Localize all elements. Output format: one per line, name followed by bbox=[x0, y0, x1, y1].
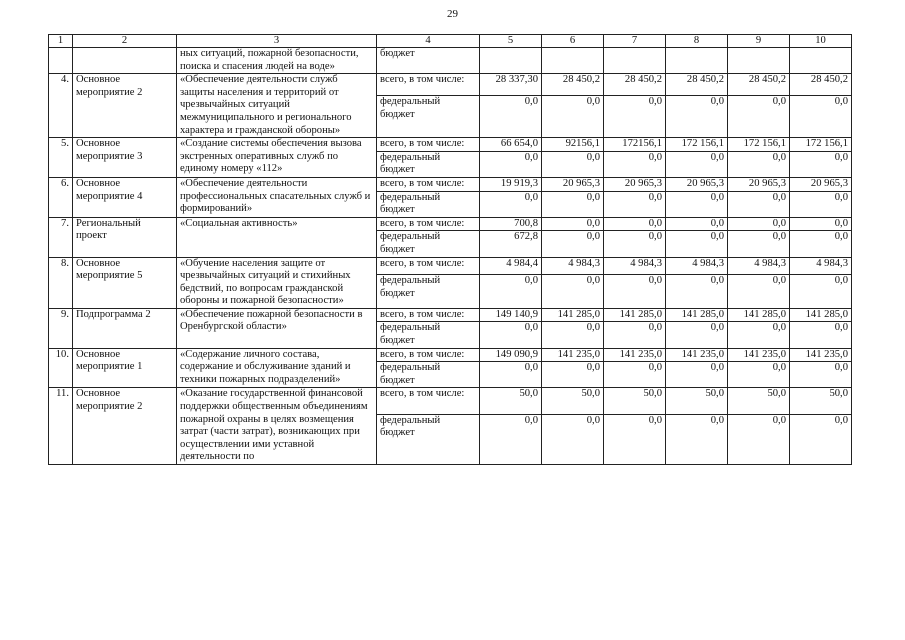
table-row-total bbox=[49, 138, 852, 152]
column-header: 7 bbox=[604, 35, 666, 48]
funding-source-federal: федеральный бюджет bbox=[377, 151, 480, 177]
value-cell: 28 450,2 bbox=[666, 74, 728, 96]
column-header: 3 bbox=[177, 35, 377, 48]
value-cell: 0,0 bbox=[542, 151, 604, 177]
value-cell: 0,0 bbox=[480, 191, 542, 217]
value-cell: 0,0 bbox=[480, 151, 542, 177]
funding-source-total: всего, в том числе: bbox=[377, 388, 480, 414]
column-header: 10 bbox=[790, 35, 852, 48]
value-cell: 0,0 bbox=[542, 362, 604, 388]
row-name: Подпрограмма 2 bbox=[73, 308, 177, 348]
value-cell: 20 965,3 bbox=[790, 177, 852, 191]
value-cell: 141 285,0 bbox=[542, 308, 604, 322]
funding-source-federal: федеральный бюджет bbox=[377, 275, 480, 309]
value-cell: 172 156,1 bbox=[790, 138, 852, 152]
value-cell: 50,0 bbox=[480, 388, 542, 414]
value-cell: 141 285,0 bbox=[728, 308, 790, 322]
value-cell: 0,0 bbox=[542, 414, 604, 464]
funding-source-federal: федеральный бюджет bbox=[377, 362, 480, 388]
value-cell: 66 654,0 bbox=[480, 138, 542, 152]
value-cell: 0,0 bbox=[480, 414, 542, 464]
value-cell: 0,0 bbox=[542, 191, 604, 217]
value-cell: 4 984,3 bbox=[542, 257, 604, 275]
row-description: «Обеспечение деятельности служб защиты населения и территорий от чрезвычайных ситуаций межмуниципального и регионального характера и гражданской обороны» bbox=[177, 74, 377, 138]
funding-source-federal: федеральный бюджет bbox=[377, 231, 480, 257]
column-header: 2 bbox=[73, 35, 177, 48]
value-cell: 0,0 bbox=[790, 191, 852, 217]
value-cell: 0,0 bbox=[728, 322, 790, 348]
value-cell: 149 140,9 bbox=[480, 308, 542, 322]
value-cell: 0,0 bbox=[604, 275, 666, 309]
value-cell: 0,0 bbox=[728, 217, 790, 231]
value-cell: 4 984,3 bbox=[666, 257, 728, 275]
row-description: «Обеспечение деятельности профессиональных спасательных служб и формирований» bbox=[177, 177, 377, 217]
value-cell: 0,0 bbox=[542, 231, 604, 257]
value-cell: 141 235,0 bbox=[728, 348, 790, 362]
value-cell: 0,0 bbox=[728, 362, 790, 388]
row-number: 7. bbox=[49, 217, 73, 257]
row-name: Региональный проект bbox=[73, 217, 177, 257]
table-row-total bbox=[49, 217, 852, 231]
value-cell: 672,8 bbox=[480, 231, 542, 257]
value-cell: 0,0 bbox=[542, 217, 604, 231]
funding-source-total: всего, в том числе: bbox=[377, 308, 480, 322]
page-number: 29 bbox=[447, 8, 458, 20]
value-cell: 0,0 bbox=[480, 322, 542, 348]
value-cell: 0,0 bbox=[728, 151, 790, 177]
funding-source-federal: федеральный бюджет bbox=[377, 96, 480, 138]
column-header: 6 bbox=[542, 35, 604, 48]
row-description: «Обучение населения защите от чрезвычайных ситуаций и стихийных бедствий, по вопросам гражданской обороны и пожарной безопасности» bbox=[177, 257, 377, 308]
value-cell: 0,0 bbox=[604, 96, 666, 138]
row-name: Основное мероприятие 4 bbox=[73, 177, 177, 217]
value-cell: 0,0 bbox=[666, 217, 728, 231]
funding-source-federal: федеральный бюджет bbox=[377, 322, 480, 348]
value-cell: 141 285,0 bbox=[790, 308, 852, 322]
value-cell: 4 984,3 bbox=[728, 257, 790, 275]
funding-source-total: всего, в том числе: bbox=[377, 257, 480, 275]
budget-table bbox=[48, 34, 852, 465]
value-cell: 0,0 bbox=[604, 217, 666, 231]
table-row-total bbox=[49, 308, 852, 322]
table-row-total bbox=[49, 74, 852, 96]
value-cell: 92156,1 bbox=[542, 138, 604, 152]
value-cell: 141 285,0 bbox=[604, 308, 666, 322]
value-cell: 0,0 bbox=[790, 275, 852, 309]
row-description: «Социальная активность» bbox=[177, 217, 377, 257]
funding-source-federal: федеральный бюджет bbox=[377, 414, 480, 464]
value-cell: 0,0 bbox=[666, 414, 728, 464]
value-cell: 50,0 bbox=[728, 388, 790, 414]
table-row-total bbox=[49, 177, 852, 191]
value-cell: 0,0 bbox=[666, 151, 728, 177]
row-description: «Создание системы обеспечения вызова экстренных оперативных служб по единому номеру «112» bbox=[177, 138, 377, 178]
value-cell: 19 919,3 bbox=[480, 177, 542, 191]
value-cell: 172 156,1 bbox=[728, 138, 790, 152]
value-cell: 0,0 bbox=[728, 231, 790, 257]
value-cell: 149 090,9 bbox=[480, 348, 542, 362]
value-cell: 700,8 bbox=[480, 217, 542, 231]
value-cell: 0,0 bbox=[542, 275, 604, 309]
value-cell: 141 235,0 bbox=[666, 348, 728, 362]
value-cell: 0,0 bbox=[666, 96, 728, 138]
value-cell: 0,0 bbox=[480, 96, 542, 138]
value-cell: 28 450,2 bbox=[790, 74, 852, 96]
row-description: «Содержание личного состава, содержание и обслуживание зданий и техники пожарных подразделений» bbox=[177, 348, 377, 388]
value-cell: 141 235,0 bbox=[542, 348, 604, 362]
value-cell: 0,0 bbox=[666, 191, 728, 217]
column-header: 1 bbox=[49, 35, 73, 48]
value-cell: 0,0 bbox=[728, 96, 790, 138]
continuation-source: бюджет bbox=[377, 48, 480, 74]
value-cell: 28 337,30 bbox=[480, 74, 542, 96]
value-cell: 0,0 bbox=[666, 275, 728, 309]
funding-source-total: всего, в том числе: bbox=[377, 217, 480, 231]
value-cell: 0,0 bbox=[604, 191, 666, 217]
row-number: 5. bbox=[49, 138, 73, 178]
value-cell: 28 450,2 bbox=[604, 74, 666, 96]
funding-source-total: всего, в том числе: bbox=[377, 138, 480, 152]
value-cell: 28 450,2 bbox=[542, 74, 604, 96]
value-cell: 50,0 bbox=[542, 388, 604, 414]
value-cell: 0,0 bbox=[790, 231, 852, 257]
value-cell: 141 285,0 bbox=[666, 308, 728, 322]
value-cell: 0,0 bbox=[728, 414, 790, 464]
continuation-description: ных ситуаций, пожарной безопасности, поиска и спасения людей на воде» bbox=[177, 48, 377, 74]
continuation-row bbox=[49, 48, 852, 74]
funding-source-federal: федеральный бюджет bbox=[377, 191, 480, 217]
row-name: Основное мероприятие 2 bbox=[73, 74, 177, 138]
value-cell: 0,0 bbox=[542, 96, 604, 138]
row-name: Основное мероприятие 3 bbox=[73, 138, 177, 178]
row-number: 8. bbox=[49, 257, 73, 308]
value-cell: 0,0 bbox=[790, 151, 852, 177]
value-cell: 20 965,3 bbox=[604, 177, 666, 191]
funding-source-total: всего, в том числе: bbox=[377, 74, 480, 96]
table-row-total bbox=[49, 348, 852, 362]
row-name: Основное мероприятие 1 bbox=[73, 348, 177, 388]
value-cell: 0,0 bbox=[604, 362, 666, 388]
row-number: 9. bbox=[49, 308, 73, 348]
column-header: 4 bbox=[377, 35, 480, 48]
table-row-total bbox=[49, 388, 852, 414]
table-row-total bbox=[49, 257, 852, 275]
value-cell: 20 965,3 bbox=[542, 177, 604, 191]
row-name: Основное мероприятие 2 bbox=[73, 388, 177, 465]
value-cell: 0,0 bbox=[604, 231, 666, 257]
value-cell: 0,0 bbox=[790, 362, 852, 388]
column-header: 9 bbox=[728, 35, 790, 48]
value-cell: 0,0 bbox=[790, 217, 852, 231]
row-description: «Обеспечение пожарной безопасности в Оренбургской области» bbox=[177, 308, 377, 348]
value-cell: 50,0 bbox=[604, 388, 666, 414]
value-cell: 20 965,3 bbox=[728, 177, 790, 191]
value-cell: 0,0 bbox=[542, 322, 604, 348]
value-cell: 0,0 bbox=[666, 362, 728, 388]
value-cell: 0,0 bbox=[728, 275, 790, 309]
funding-source-total: всего, в том числе: bbox=[377, 348, 480, 362]
row-name: Основное мероприятие 5 bbox=[73, 257, 177, 308]
row-number: 10. bbox=[49, 348, 73, 388]
value-cell: 28 450,2 bbox=[728, 74, 790, 96]
value-cell: 0,0 bbox=[604, 151, 666, 177]
value-cell: 172156,1 bbox=[604, 138, 666, 152]
value-cell: 50,0 bbox=[666, 388, 728, 414]
row-description: «Оказание государственной финансовой поддержки общественным объединениям пожарной охраны в целях возмещения затрат (части затрат), возникающих при осуществлении ими уставной деятельности по bbox=[177, 388, 377, 465]
value-cell: 0,0 bbox=[728, 191, 790, 217]
value-cell: 0,0 bbox=[790, 322, 852, 348]
value-cell: 50,0 bbox=[790, 388, 852, 414]
row-number: 4. bbox=[49, 74, 73, 138]
value-cell: 0,0 bbox=[604, 322, 666, 348]
value-cell: 0,0 bbox=[666, 322, 728, 348]
row-number: 6. bbox=[49, 177, 73, 217]
header-row bbox=[49, 35, 852, 48]
value-cell: 0,0 bbox=[480, 362, 542, 388]
row-number: 11. bbox=[49, 388, 73, 465]
value-cell: 0,0 bbox=[790, 414, 852, 464]
value-cell: 4 984,4 bbox=[480, 257, 542, 275]
value-cell: 141 235,0 bbox=[604, 348, 666, 362]
funding-source-total: всего, в том числе: bbox=[377, 177, 480, 191]
column-header: 8 bbox=[666, 35, 728, 48]
value-cell: 141 235,0 bbox=[790, 348, 852, 362]
value-cell: 0,0 bbox=[790, 96, 852, 138]
value-cell: 0,0 bbox=[666, 231, 728, 257]
value-cell: 20 965,3 bbox=[666, 177, 728, 191]
value-cell: 4 984,3 bbox=[790, 257, 852, 275]
column-header: 5 bbox=[480, 35, 542, 48]
value-cell: 0,0 bbox=[604, 414, 666, 464]
value-cell: 4 984,3 bbox=[604, 257, 666, 275]
value-cell: 0,0 bbox=[480, 275, 542, 309]
value-cell: 172 156,1 bbox=[666, 138, 728, 152]
